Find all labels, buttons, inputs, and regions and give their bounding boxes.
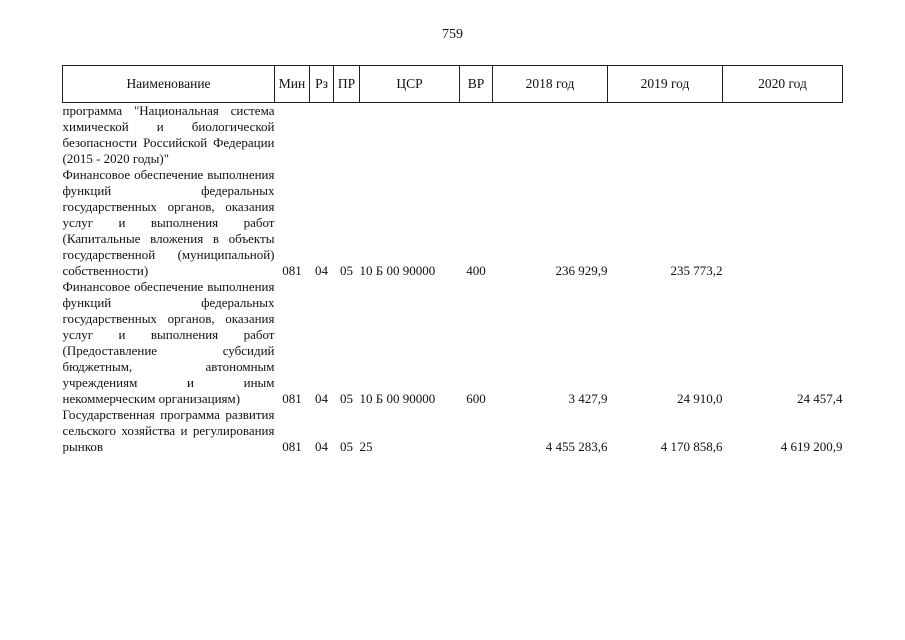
table-row: [63, 103, 843, 168]
row-vr: 600: [466, 391, 486, 406]
row-rz: 04: [315, 439, 328, 454]
row-2020: 24 457,4: [797, 391, 843, 406]
row-name: Финансовое обеспечение выполнения функций федеральных государственных органов, оказания услуг и выполнения работ (Предоставление субсидий бюджетным, автономным учреждениям и иным некоммерческим организациям): [62, 279, 275, 406]
header-2019: 2019 год: [608, 66, 723, 103]
row-rz: [310, 103, 334, 168]
page-number: 759: [442, 27, 463, 42]
row-min: [275, 103, 310, 168]
budget-table: [62, 65, 843, 455]
row-min: 081: [282, 439, 302, 454]
header-rz: Рз: [310, 66, 334, 103]
row-vr: 400: [466, 263, 486, 278]
row-pr: 05: [340, 391, 353, 406]
row-csr: 25: [359, 439, 373, 454]
row-2018: [493, 103, 608, 168]
header-vr: ВР: [460, 66, 493, 103]
header-name: Наименование: [63, 66, 275, 103]
row-pr: 05: [340, 439, 353, 454]
row-rz: 04: [315, 263, 328, 278]
table-row: [63, 279, 843, 407]
row-2019: [608, 103, 723, 168]
row-name: Государственная программа развития сельского хозяйства и регулирования рынков: [62, 407, 275, 454]
row-2020: 4 619 200,9: [780, 439, 843, 454]
row-2018: 236 929,9: [555, 263, 608, 278]
row-csr: [360, 103, 460, 168]
header-2018: 2018 год: [493, 66, 608, 103]
row-2020: [723, 103, 843, 168]
row-2020: [723, 167, 843, 279]
header-2020: 2020 год: [723, 66, 843, 103]
row-min: 081: [282, 391, 302, 406]
table-row: [63, 167, 843, 279]
row-csr: 10 Б 00 90000: [359, 263, 436, 278]
row-2018: 4 455 283,6: [545, 439, 608, 454]
table-header-row: [63, 66, 843, 103]
row-vr: [460, 407, 493, 455]
row-2019: 235 773,2: [670, 263, 723, 278]
row-csr: 10 Б 00 90000: [359, 391, 436, 406]
table-row: [63, 407, 843, 455]
row-2018: 3 427,9: [568, 391, 608, 406]
header-csr: ЦСР: [360, 66, 460, 103]
row-min: 081: [282, 263, 302, 278]
row-name: программа "Национальная система химической и биологической безопасности Российской Федерации (2015 - 2020 годы)": [62, 103, 275, 166]
row-rz: 04: [315, 391, 328, 406]
row-2019: 24 910,0: [677, 391, 723, 406]
row-vr: [460, 103, 493, 168]
row-pr: [334, 103, 360, 168]
row-name: Финансовое обеспечение выполнения функций федеральных государственных органов, оказания услуг и выполнения работ (Капитальные вложения в объекты государственной (муниципальной) собственности): [62, 167, 275, 278]
row-pr: 05: [340, 263, 353, 278]
row-2019: 4 170 858,6: [660, 439, 723, 454]
header-pr: ПР: [334, 66, 360, 103]
header-min: Мин: [275, 66, 310, 103]
